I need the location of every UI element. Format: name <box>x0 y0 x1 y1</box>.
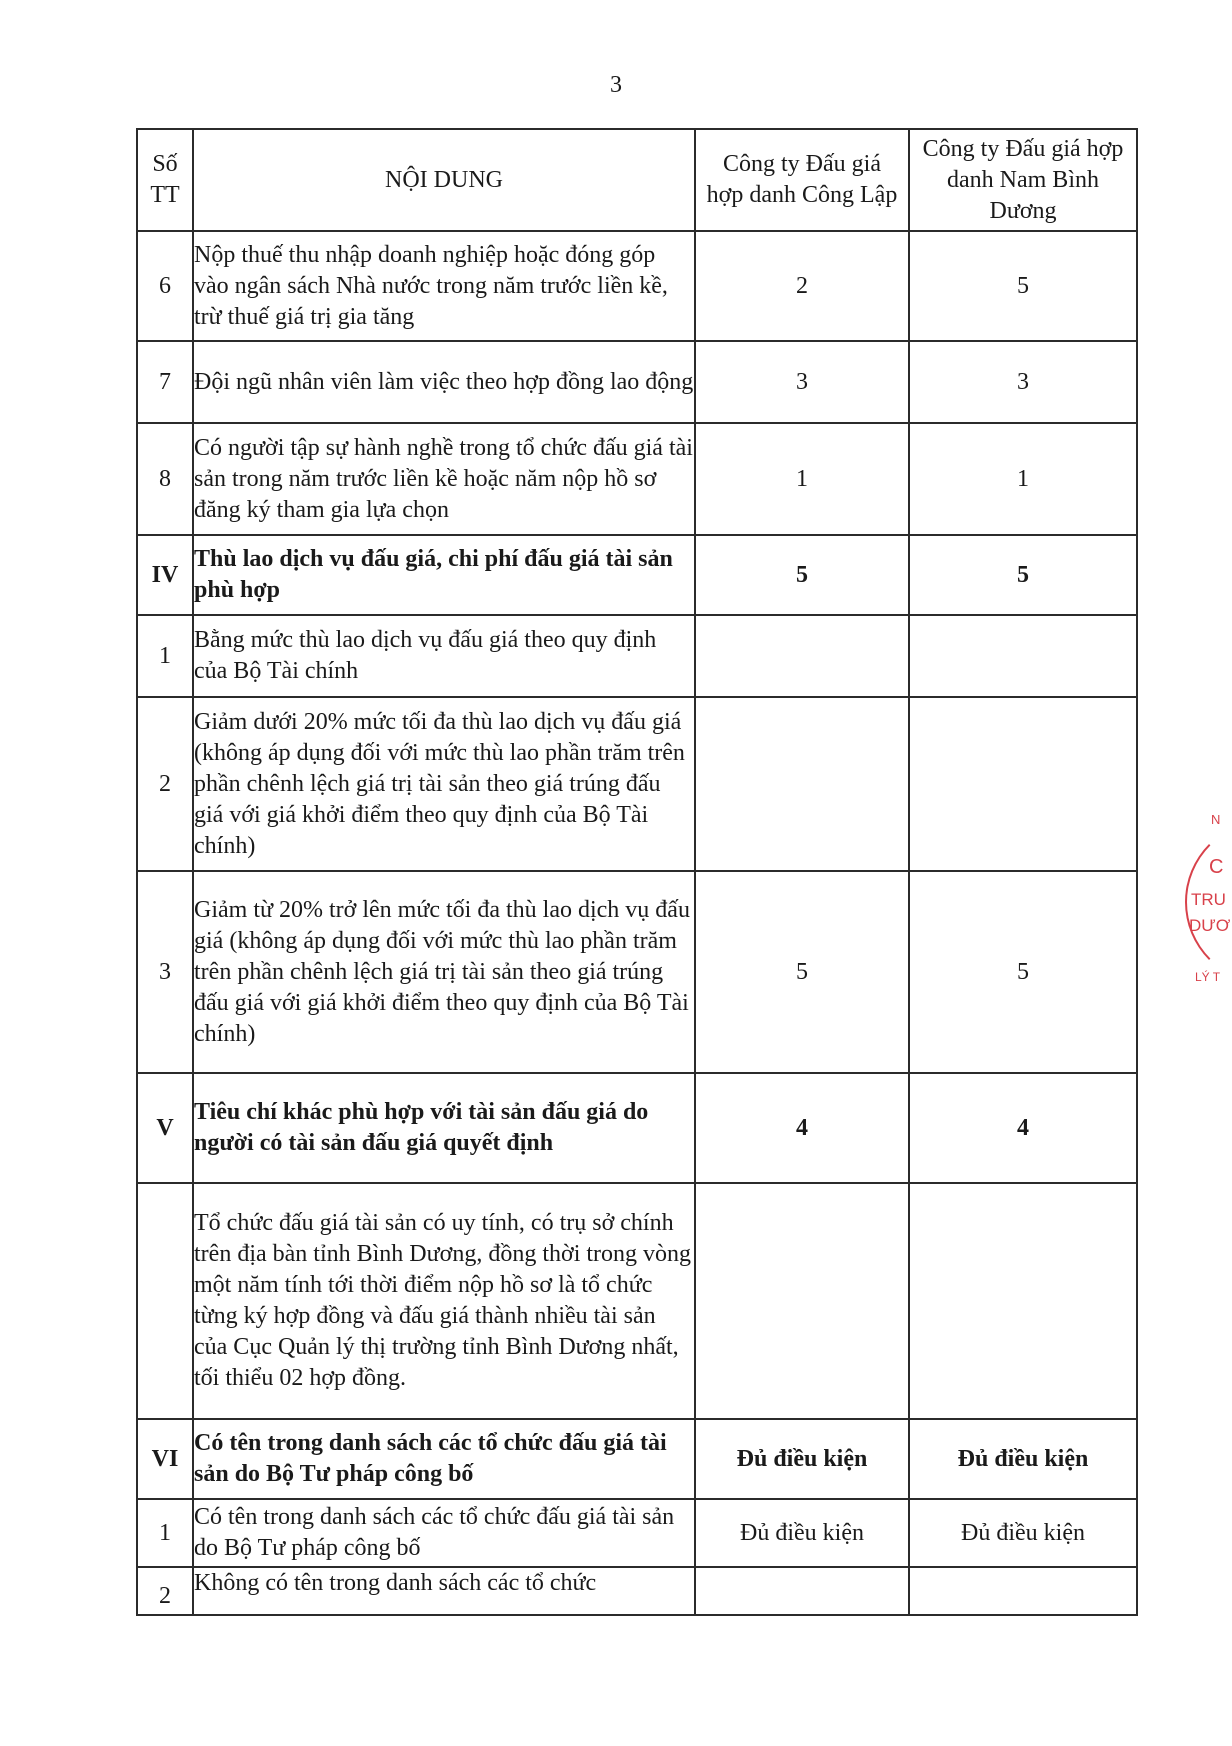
row-company-2-value <box>909 1567 1137 1615</box>
seal-text-5: LÝ T <box>1195 970 1221 984</box>
row-stt: 7 <box>137 341 193 423</box>
header-company-2: Công ty Đấu giá hợp danh Nam Bình Dương <box>909 129 1137 231</box>
row-company-1-value: 2 <box>695 231 909 341</box>
row-content: Có tên trong danh sách các tổ chức đấu giá tài sản do Bộ Tư pháp công bố <box>193 1499 695 1567</box>
row-company-1-value <box>695 1183 909 1419</box>
row-stt: V <box>137 1073 193 1183</box>
row-company-2-value: 4 <box>909 1073 1137 1183</box>
row-company-1-value: 5 <box>695 535 909 615</box>
row-company-2-value: 5 <box>909 871 1137 1073</box>
criteria-table <box>136 128 1138 1616</box>
row-content: Thù lao dịch vụ đấu giá, chi phí đấu giá tài sản phù hợp <box>193 535 695 615</box>
row-company-1-value <box>695 697 909 871</box>
row-content: Giảm từ 20% trở lên mức tối đa thù lao dịch vụ đấu giá (không áp dụng đối với mức thù lao phần trăm trên phần chênh lệch giá trị tài sản theo giá trúng đấu giá với giá khởi điểm theo quy định của Bộ Tài chính) <box>193 871 695 1073</box>
row-content: Nộp thuế thu nhập doanh nghiệp hoặc đóng góp vào ngân sách Nhà nước trong năm trước liền kề, trừ thuế giá trị gia tăng <box>193 231 695 341</box>
row-stt: VI <box>137 1419 193 1499</box>
row-company-1-value: 4 <box>695 1073 909 1183</box>
table-row <box>137 697 1137 871</box>
seal-text-1: N <box>1211 812 1221 827</box>
table-row <box>137 341 1137 423</box>
row-company-2-value: 5 <box>909 231 1137 341</box>
table-row <box>137 1183 1137 1419</box>
row-company-2-value <box>909 697 1137 871</box>
row-stt: 1 <box>137 615 193 697</box>
row-company-2-value <box>909 1183 1137 1419</box>
row-content: Bằng mức thù lao dịch vụ đấu giá theo quy định của Bộ Tài chính <box>193 615 695 697</box>
row-stt: 6 <box>137 231 193 341</box>
row-stt: 2 <box>137 697 193 871</box>
official-seal-fragment <box>1185 790 1232 1010</box>
table-section-row <box>137 1419 1137 1499</box>
table-row <box>137 423 1137 535</box>
row-stt: 2 <box>137 1567 193 1615</box>
table-section-row <box>137 1073 1137 1183</box>
table-row <box>137 871 1137 1073</box>
table-row <box>137 615 1137 697</box>
header-content: NỘI DUNG <box>193 129 695 231</box>
row-stt: IV <box>137 535 193 615</box>
row-company-1-value <box>695 615 909 697</box>
row-content: Có tên trong danh sách các tổ chức đấu giá tài sản do Bộ Tư pháp công bố <box>193 1419 695 1499</box>
row-content: Đội ngũ nhân viên làm việc theo hợp đồng lao động <box>193 341 695 423</box>
row-company-1-value: Đủ điều kiện <box>695 1499 909 1567</box>
row-company-2-value: Đủ điều kiện <box>909 1419 1137 1499</box>
row-content: Có người tập sự hành nghề trong tổ chức đấu giá tài sản trong năm trước liền kề hoặc năm nộp hồ sơ đăng ký tham gia lựa chọn <box>193 423 695 535</box>
table-header-row <box>137 129 1137 231</box>
table-row <box>137 1499 1137 1567</box>
row-content: Giảm dưới 20% mức tối đa thù lao dịch vụ đấu giá (không áp dụng đối với mức thù lao phần trăm trên phần chênh lệch giá trị tài sản theo giá trúng đấu giá với giá khởi điểm theo quy định của Bộ Tài chính) <box>193 697 695 871</box>
row-stt: 8 <box>137 423 193 535</box>
row-company-2-value: 5 <box>909 535 1137 615</box>
row-content: Tổ chức đấu giá tài sản có uy tính, có trụ sở chính trên địa bàn tỉnh Bình Dương, đồng thời trong vòng một năm tính tới thời điểm nộp hồ sơ là tổ chức từng ký hợp đồng và đấu giá thành nhiều tài sản của Cục Quản lý thị trường tỉnh Bình Dương nhất, tối thiểu 02 hợp đồng. <box>193 1183 695 1419</box>
header-company-1: Công ty Đấu giá hợp danh Công Lập <box>695 129 909 231</box>
row-company-2-value: 1 <box>909 423 1137 535</box>
seal-text-3: TRU <box>1191 890 1226 909</box>
table-row <box>137 1567 1137 1615</box>
seal-text-2: C <box>1209 856 1224 878</box>
row-company-2-value: Đủ điều kiện <box>909 1499 1137 1567</box>
row-company-2-value: 3 <box>909 341 1137 423</box>
row-content: Tiêu chí khác phù hợp với tài sản đấu giá do người có tài sản đấu giá quyết định <box>193 1073 695 1183</box>
row-stt: 3 <box>137 871 193 1073</box>
row-company-1-value <box>695 1567 909 1615</box>
row-stt: 1 <box>137 1499 193 1567</box>
row-company-1-value: 1 <box>695 423 909 535</box>
row-company-1-value: 5 <box>695 871 909 1073</box>
row-company-1-value: Đủ điều kiện <box>695 1419 909 1499</box>
row-stt <box>137 1183 193 1419</box>
header-stt: Số TT <box>137 129 193 231</box>
row-content: Không có tên trong danh sách các tổ chức <box>193 1567 695 1615</box>
table-row <box>137 231 1137 341</box>
row-company-2-value <box>909 615 1137 697</box>
row-company-1-value: 3 <box>695 341 909 423</box>
seal-text-4: DƯƠ <box>1189 916 1231 935</box>
page-number: 3 <box>610 72 622 98</box>
table-section-row <box>137 535 1137 615</box>
